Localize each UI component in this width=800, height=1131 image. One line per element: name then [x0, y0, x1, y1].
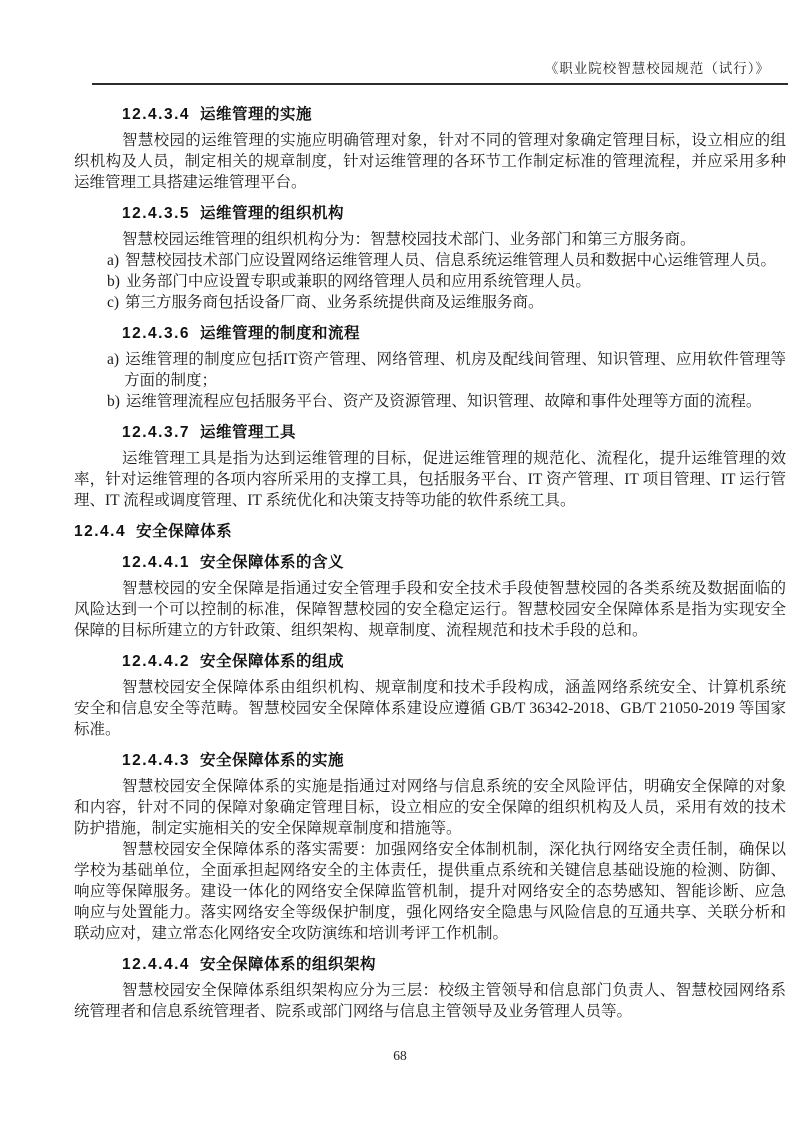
heading-number: 12.4.3.5 — [122, 205, 191, 222]
list-item-a — [74, 250, 786, 271]
list-marker: a) — [107, 252, 120, 269]
para-security-implementation-1: 智慧校园安全保障体系的实施是指通过对网络与信息系统的安全风险评估，明确安全保障的对象和内容，针对不同的保障对象确定管理目标，设立相应的安全保障的组织机构及人员，采用有效的技术防护措施，制定实施相关的安全保障规章制度和措施等。 — [74, 778, 786, 837]
heading-12-4-3-6 — [122, 323, 786, 344]
heading-number: 12.4.4.4 — [122, 956, 191, 973]
list-item-text: 运维管理流程应包括服务平台、资产及资源管理、知识管理、故障和事件处理等方面的流程。 — [125, 393, 762, 410]
heading-number: 12.4.4.2 — [122, 653, 191, 670]
list-marker: a) — [107, 351, 120, 368]
list-item-text: 运维管理的制度应包括IT资产管理、网络管理、机房及配线间管理、知识管理、应用软件管理等方面的制度； — [124, 351, 786, 389]
heading-title: 安全保障体系的组成 — [200, 653, 345, 670]
para-ops-tools: 运维管理工具是指为达到运维管理的目标，促进运维管理的规范化、流程化，提升运维管理的效率，针对运维管理的各项内容所采用的支撑工具，包括服务平台、IT 资产管理、IT 项目管理、IT 运行管理、IT 流程或调度管理、IT 系统优化和决策支持等功能的软件系统工具。 — [74, 450, 786, 509]
header-title: 《职业院校智慧校园规范（试行）》 — [544, 61, 770, 76]
page-content — [74, 94, 786, 1022]
heading-12-4-4-3 — [122, 750, 786, 771]
heading-number: 12.4.3.7 — [122, 424, 191, 441]
heading-12-4-4-2 — [122, 651, 786, 672]
heading-title: 运维管理工具 — [200, 424, 297, 441]
para-ops-implementation: 智慧校园的运维管理的实施应明确管理对象，针对不同的管理对象确定管理目标，设立相应的组织机构及人员，制定相关的规章制度，针对运维管理的各环节工作制定标准的管理流程，并应采用多种运维管理工具搭建运维管理平台。 — [74, 132, 786, 191]
para-security-implementation-2: 智慧校园安全保障体系的落实需要：加强网络安全体制机制，深化执行网络安全责任制，确保以学校为基础单位，全面承担起网络安全的主体责任，提供重点系统和关键信息基础设施的检测、防御、响应等保障服务。建设一体化的网络安全保障监管机制，提升对网络安全的态势感知、智能诊断、应急响应与处置能力。落实网络安全等级保护制度，强化网络安全隐患与风险信息的互通共享、关联分析和联动应对，建立常态化网络安全攻防演练和培训考评工作机制。 — [74, 841, 786, 942]
list-item-a — [74, 349, 786, 391]
list-marker: c) — [107, 294, 120, 311]
heading-number: 12.4.4.1 — [122, 554, 191, 571]
heading-number: 12.4.3.6 — [122, 325, 191, 342]
list-item-b — [74, 391, 786, 412]
page-number: 68 — [393, 1048, 407, 1063]
list-item-text: 业务部门中应设置专职或兼职的网络管理人员和应用系统管理人员。 — [125, 273, 591, 290]
heading-title: 安全保障体系的含义 — [200, 554, 345, 571]
para-ops-organization-intro: 智慧校园运维管理的组织机构分为：智慧校园技术部门、业务部门和第三方服务商。 — [122, 231, 696, 248]
heading-12-4-3-7 — [122, 422, 786, 443]
list-item-text: 第三方服务商包括设备厂商、业务系统提供商及运维服务商。 — [125, 294, 544, 311]
para-security-org-structure: 智慧校园安全保障体系组织架构应分为三层：校级主管领导和信息部门负责人、智慧校园网络系统管理者和信息系统管理者、院系或部门网络与信息主管领导及业务管理人员等。 — [74, 982, 786, 1020]
list-item-text: 智慧校园技术部门应设置网络运维管理人员、信息系统运维管理人员和数据中心运维管理人员。 — [125, 252, 777, 269]
header-rule — [92, 83, 788, 85]
heading-number: 12.4.4.3 — [122, 752, 191, 769]
page-footer — [0, 1048, 800, 1064]
list-item-b — [74, 271, 786, 292]
heading-12-4-4-1 — [122, 552, 786, 573]
page-header — [0, 0, 800, 85]
list-marker: b) — [107, 393, 120, 410]
heading-12-4-3-5 — [122, 203, 786, 224]
list-item-c — [74, 292, 786, 313]
heading-title: 运维管理的制度和流程 — [200, 325, 361, 342]
para-security-meaning: 智慧校园的安全保障是指通过安全管理手段和安全技术手段使智慧校园的各类系统及数据面临的风险达到一个可以控制的标准，保障智慧校园的安全稳定运行。智慧校园安全保障体系是指为实现安全保障的目标所建立的方针政策、组织架构、规章制度、流程规范和技术手段的总和。 — [74, 580, 786, 639]
heading-title: 运维管理的实施 — [200, 106, 313, 123]
heading-number: 12.4.3.4 — [122, 106, 191, 123]
heading-12-4-3-4 — [122, 104, 786, 125]
list-marker: b) — [107, 273, 120, 290]
heading-12-4-4-4 — [122, 954, 786, 975]
heading-title: 安全保障体系的组织架构 — [200, 956, 377, 973]
heading-title: 安全保障体系的实施 — [200, 752, 345, 769]
para-security-composition: 智慧校园安全保障体系由组织机构、规章制度和技术手段构成，涵盖网络系统安全、计算机系统安全和信息安全等范畴。智慧校园安全保障体系建设应遵循 GB/T 36342-2018、GB/T 21050-2019 等国家标准。 — [74, 679, 786, 738]
heading-title: 运维管理的组织机构 — [200, 205, 345, 222]
heading-number: 12.4.4 — [74, 523, 127, 540]
heading-12-4-4 — [74, 521, 786, 542]
heading-title: 安全保障体系 — [136, 523, 233, 540]
